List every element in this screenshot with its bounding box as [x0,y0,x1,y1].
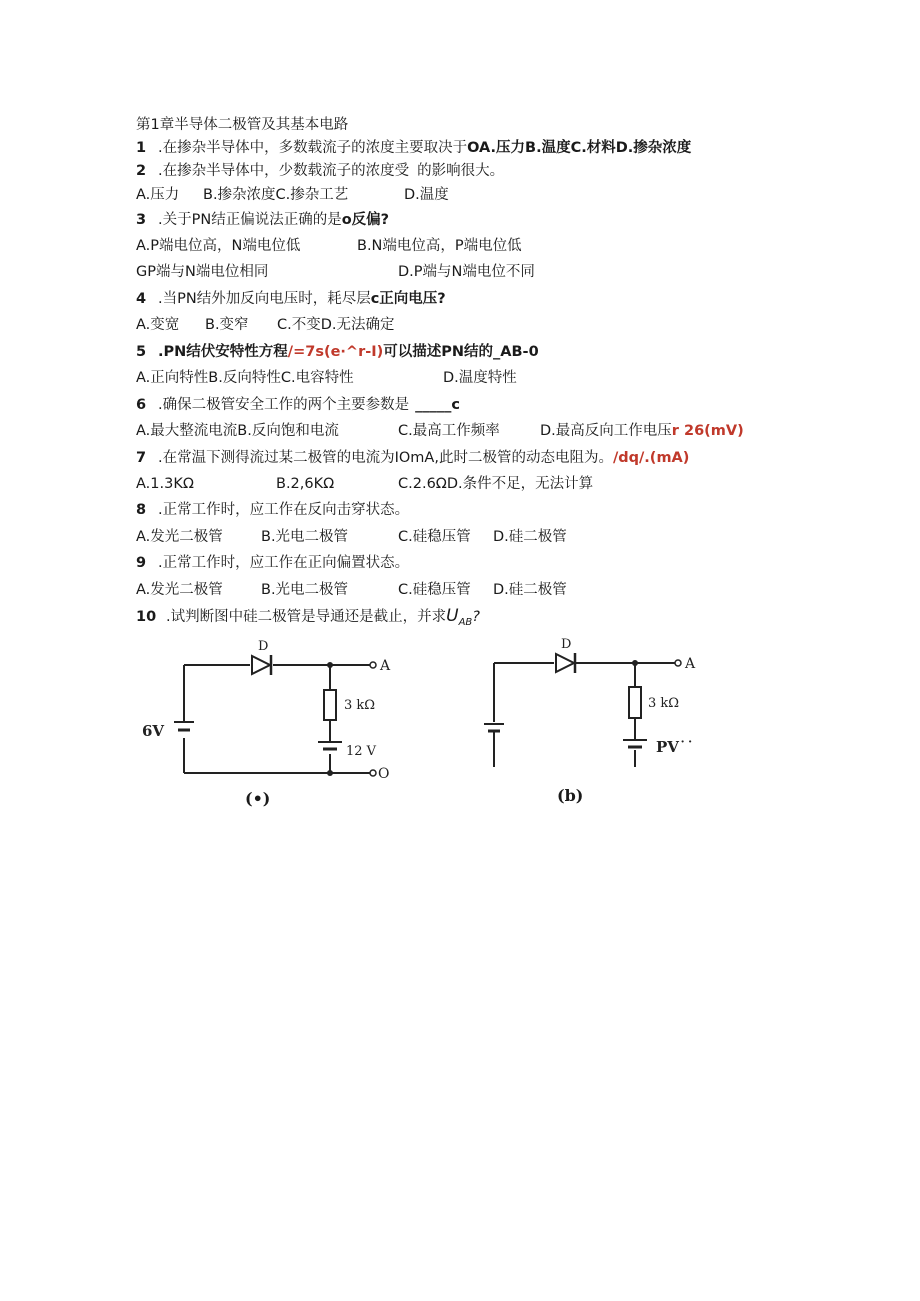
resistor-label: 3 kΩ [648,696,680,711]
diode-symbol [252,655,271,675]
question-3 [136,211,389,229]
option-b: B.光电二极管 [261,529,349,545]
option-d: D.温度 [404,187,449,203]
option-d: D.温度特性 [443,370,517,386]
battery-right [623,740,647,747]
question-1 [136,139,691,157]
question-mark: ? [472,609,480,625]
page-title: 第1章半导体二极管及其基本电路 [136,117,349,133]
question-text: .试判断图中硅二极管是导通还是截止，并求 [166,609,447,625]
question-6 [136,396,460,414]
resistor-symbol [324,690,336,720]
option-ab: A.最大整流电流B.反向饱和电流 [136,423,339,439]
option-b: B.2,6KΩ [276,476,335,492]
option-b: B.N端电位高，P端电位低 [357,238,522,254]
formula: /=7s(e·^r-I) [287,344,384,360]
option-c: C.不变D.无法确定 [277,317,395,333]
diode-label: D [258,639,269,654]
question-number: 4 [136,291,147,307]
question-number: 6 [136,397,147,413]
resistor-symbol [629,687,641,718]
option-d: D.P端与N端电位不同 [398,264,535,280]
question-answer: c正向电压? [370,291,446,307]
option-a: A.变宽 [136,317,180,333]
option-c: GP端与N端电位相同 [136,264,269,280]
question-number: 9 [136,555,147,571]
question-7 [136,449,689,467]
resistor-label: 3 kΩ [344,698,376,713]
option-d: D.硅二极管 [493,529,567,545]
option-d [540,422,744,440]
option-b: B.变窄 [205,317,249,333]
option-c: C.最高工作频率 [398,423,500,439]
question-5 [136,343,539,361]
variable-subscript: AB [458,616,473,628]
question-text: .确保二极管安全工作的两个主要参数是 [158,397,410,413]
question-text: .正常工作时，应工作在反向击穿状态。 [158,502,410,518]
battery-12v [318,742,342,749]
variable-u: U [446,606,459,626]
battery-12v-label: 12 V [346,744,377,759]
circuit-b-caption: (b) [557,786,584,805]
terminal-a-label: A [380,658,391,674]
option-b: B.掺杂浓度C.掺杂工艺 [203,187,349,203]
question-text: .当PN结外加反向电压时，耗尽层 [158,291,371,307]
option-cd: C.2.6ΩD.条件不足，无法计算 [398,476,594,492]
option-a: A.发光二极管 [136,529,223,545]
circuit-a-diagram [140,632,400,782]
question-number: 8 [136,502,147,518]
question-8 [136,501,409,519]
option-c: C.硅稳压管 [398,582,471,598]
question-blank: _____c [415,397,460,413]
diode-label: D [561,637,572,652]
terminal-a-label: A [685,656,696,672]
option-a: A.1.3KΩ [136,476,194,492]
question-number: 5 [136,344,147,360]
option-b: B.光电二极管 [261,582,349,598]
question-text: .在掺杂半导体中，多数载流子的浓度主要取决于 [158,140,468,156]
formula-fragment: /dq/.(mA) [612,450,690,466]
question-text: .关于PN结正偏说法正确的是 [158,212,342,228]
question-answer: o反偏? [341,212,390,228]
battery-left [484,724,504,731]
question-text-tail: 的影响很大。 [417,163,505,179]
question-number: 7 [136,450,147,466]
question-text: .PN结伏安特性方程 [158,344,288,360]
option-a: A.P端电位高，N端电位低 [136,238,301,254]
question-options: OA.压力B.温度C.材料D.掺杂浓度 [467,140,692,156]
circuit-a-caption: (•) [245,789,271,808]
battery-6v-label: 6V [142,722,165,740]
option-a: A.压力 [136,187,180,203]
battery-label: PV˙˙ [656,738,694,756]
formula-fragment: r 26(mV) [671,423,744,439]
question-text: .正常工作时，应工作在正向偏置状态。 [158,555,410,571]
circuit-b-diagram [470,632,710,772]
option-d: D.硅二极管 [493,582,567,598]
battery-6v [174,722,194,738]
question-4 [136,290,446,308]
option-d-text: D.最高反向工作电压 [540,423,672,439]
terminal-o-label: O [378,766,390,782]
question-10 [136,607,480,632]
option-abc: A.正向特性B.反向特性C.电容特性 [136,370,354,386]
question-number: 3 [136,212,147,228]
question-text-tail: 可以描述PN结的_AB-0 [383,344,539,360]
option-a: A.发光二极管 [136,582,223,598]
option-c: C.硅稳压管 [398,529,471,545]
question-number: 10 [136,609,157,625]
diode-symbol [556,653,575,673]
question-number: 1 [136,140,147,156]
question-9 [136,554,409,572]
question-2 [136,162,504,180]
question-number: 2 [136,163,147,179]
question-text: .在掺杂半导体中，少数载流子的浓度受 [158,163,410,179]
question-text: .在常温下测得流过某二极管的电流为IOmA,此时二极管的动态电阻为。 [158,450,613,466]
